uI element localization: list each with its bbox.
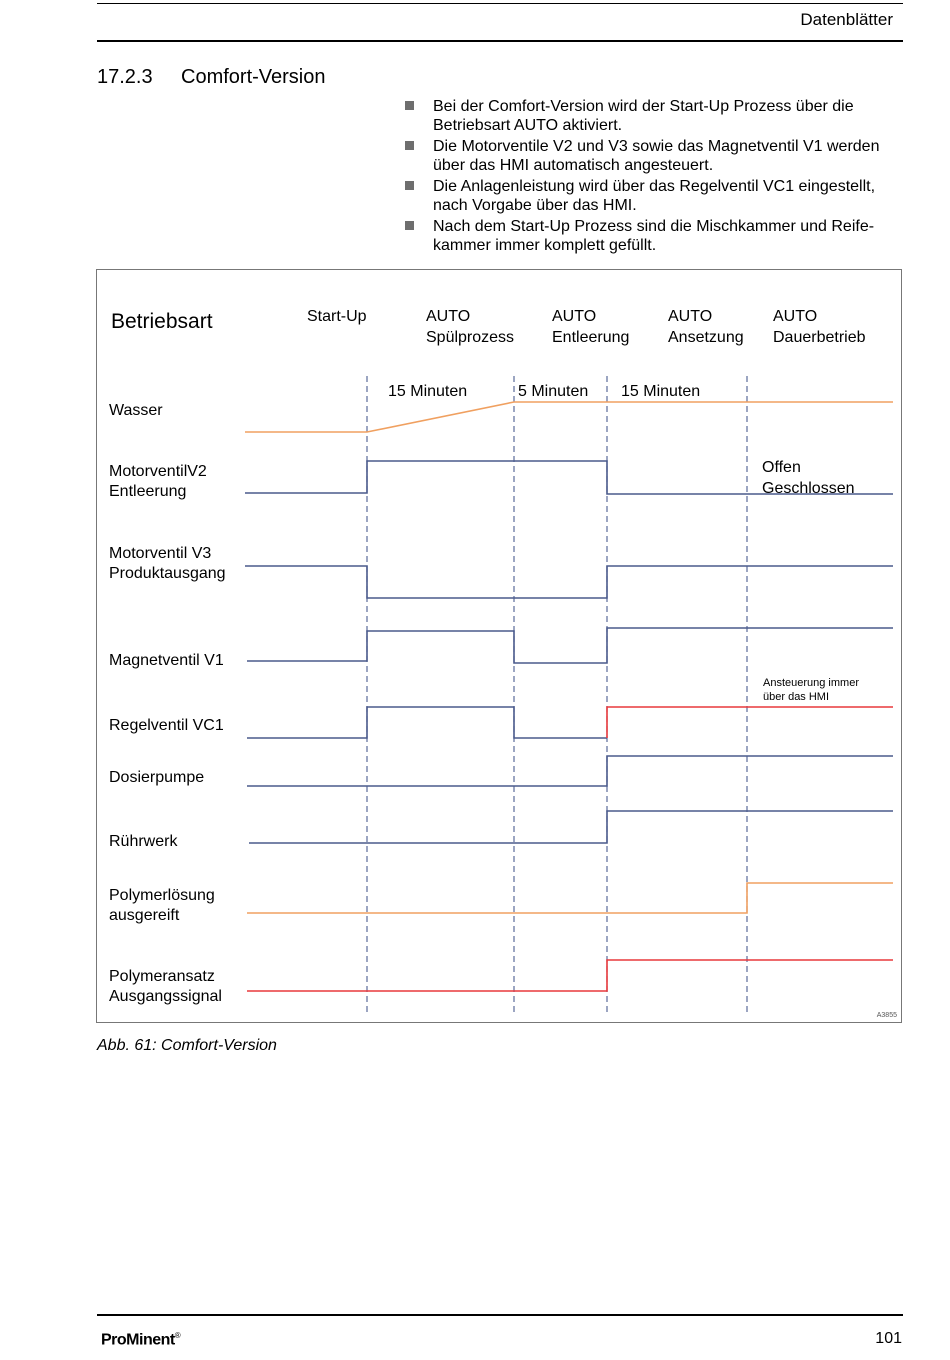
phase-boundaries [367, 376, 747, 1016]
section-number: 17.2.3 [97, 66, 153, 88]
waveform-regelventil-vc1 [247, 707, 607, 738]
phase-dauerbetrieb-line1: AUTO [773, 308, 818, 325]
bullet-item [405, 137, 905, 175]
square-bullet-icon [405, 181, 414, 190]
hmi-note-line1: Ansteuerung immer [763, 677, 859, 689]
signal-label-motorventil-v3-line2: Produktausgang [109, 565, 226, 582]
phase-entleerung-line1: AUTO [552, 308, 597, 325]
signal-label-polymeransatz-line1: Polymeransatz [109, 968, 215, 985]
bullet-text: Nach dem Start-Up Prozess sind die Mischkammer und Reife-kammer immer komplett gefüllt. [433, 218, 875, 254]
signal-label-regelventil-vc1: Regelventil VC1 [109, 717, 224, 734]
bullet-text: Bei der Comfort-Version wird der Start-Up Prozess über die Betriebsart AUTO aktiviert. [433, 98, 854, 134]
square-bullet-icon [405, 101, 414, 110]
signal-label-polymerloesung-line1: Polymerlösung [109, 887, 215, 904]
prominent-logo [101, 1331, 180, 1349]
waveform-regelventil-vc1-hmi [607, 707, 893, 738]
duration-label-1: 15 Minuten [388, 383, 468, 400]
bullet-item [405, 97, 905, 135]
bullet-text: Die Anlagenleistung wird über das Regelventil VC1 eingestellt, nach Vorgabe über das HMI. [433, 178, 876, 214]
signal-label-motorventil-v3-line1: Motorventil V3 [109, 545, 212, 562]
signal-label-ruehrwerk: Rührwerk [109, 833, 178, 850]
phase-spuel-line2: Spülprozess [426, 329, 515, 346]
waveform-polymeransatz [247, 960, 893, 991]
header-rule [97, 40, 903, 42]
bullet-list [405, 97, 905, 257]
phase-dauerbetrieb-line2: Dauerbetrieb [773, 329, 866, 346]
timing-diagram [96, 269, 902, 1023]
signal-label-magnetventil-v1: Magnetventil V1 [109, 652, 224, 669]
mode-label: Betriebsart [111, 310, 213, 333]
state-label-offen: Offen [762, 459, 801, 476]
phase-spuel-line1: AUTO [426, 308, 471, 325]
hmi-note-line2: über das HMI [763, 691, 830, 703]
waveform-wasser [245, 402, 893, 432]
timing-diagram-svg [97, 270, 903, 1024]
duration-label-3: 15 Minuten [621, 383, 701, 400]
signal-label-dosierpumpe: Dosierpumpe [109, 769, 205, 786]
phase-startup-label: Start-Up [307, 308, 367, 325]
bullet-item [405, 217, 905, 255]
section-title: Comfort-Version [181, 66, 326, 88]
waveform-ruehrwerk [249, 811, 893, 843]
phase-ansetzung-line2: Ansetzung [668, 329, 744, 346]
logo-registered-mark: ® [174, 1331, 181, 1340]
page-number: 101 [875, 1330, 902, 1347]
top-rule [97, 3, 903, 4]
square-bullet-icon [405, 221, 414, 230]
phase-ansetzung-line1: AUTO [668, 308, 713, 325]
bullet-item [405, 177, 905, 215]
square-bullet-icon [405, 141, 414, 150]
figure-id: A3855 [876, 1012, 897, 1019]
header-title: Datenblätter [800, 10, 893, 29]
waveform-dosierpumpe [247, 756, 893, 786]
waveform-magnetventil-v1 [247, 628, 893, 663]
waveform-motorventil-v3 [245, 566, 893, 598]
state-label-geschlossen: Geschlossen [762, 480, 855, 497]
duration-label-2: 5 Minuten [518, 383, 589, 400]
logo-text: ProMinent [101, 1331, 175, 1349]
signal-label-polymeransatz-line2: Ausgangssignal [109, 988, 222, 1005]
bullet-text: Die Motorventile V2 und V3 sowie das Magnetventil V1 werden über das HMI automatisch angesteuert. [433, 138, 880, 174]
figure-caption: Abb. 61: Comfort-Version [97, 1037, 277, 1054]
signal-label-motorventil-v2-line2: Entleerung [109, 483, 187, 500]
signal-label-motorventil-v2-line1: MotorventilV2 [109, 463, 207, 480]
signal-label-polymerloesung-line2: ausgereift [109, 907, 180, 924]
signal-label-wasser: Wasser [109, 402, 163, 419]
waveform-polymerloesung [247, 883, 893, 913]
phase-entleerung-line2: Entleerung [552, 329, 630, 346]
footer-rule [97, 1314, 903, 1316]
